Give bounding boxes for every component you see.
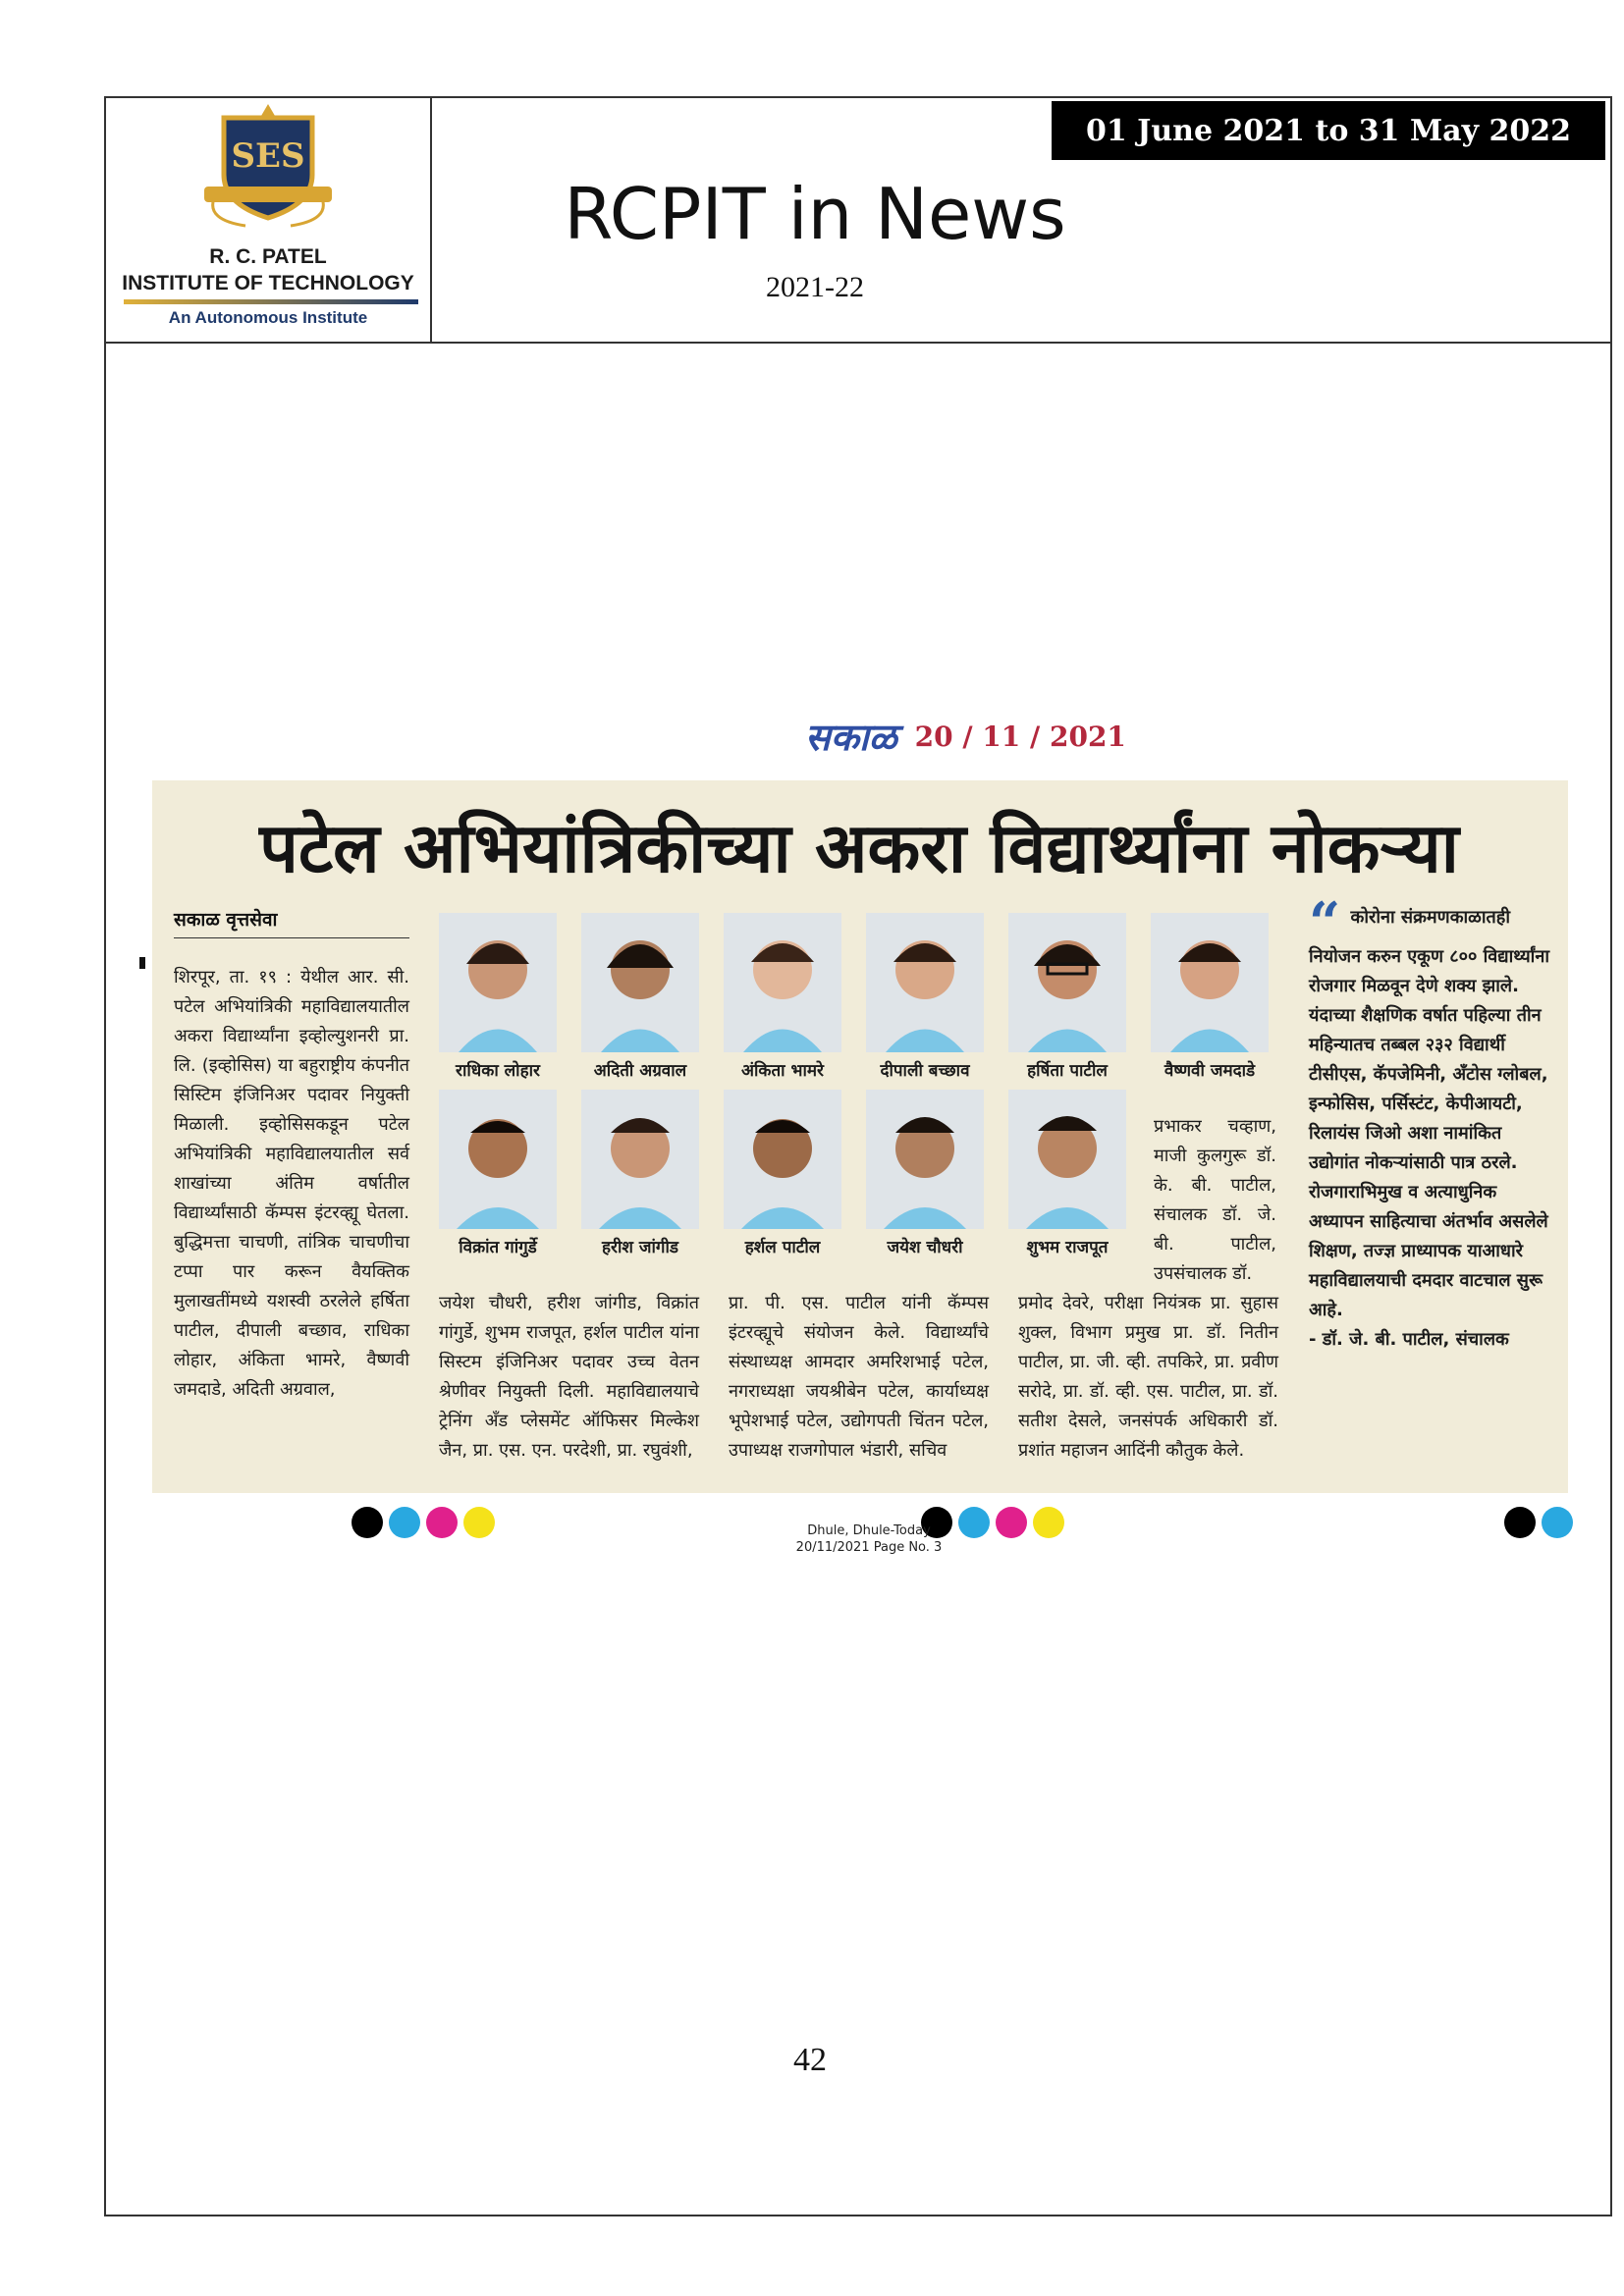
student-photo (866, 1090, 984, 1229)
institute-line1: R. C. PATEL (209, 245, 327, 268)
article-column-1: शिरपूर, ता. १९ : येथील आर. सी. पटेल अभियांत्रिकी महाविद्यालयातील अकरा विद्यार्थ्यांना इव्होल्युशनरी प्रा. लि. (इव्होसिस) या बहुराष्ट्रीय कंपनीत सिस्टिम इंजिनिअर पदावर नियुक्ती मिळाली. इव्होसिसकडून पटेल अभियांत्रिकी महाविद्यालयातील सर्व शाखांच्या अंतिम वर्षातील विद्यार्थ्यांसाठी कॅम्पस इंटरव्ह्यू घेतला. बुद्धिमत्ता चाचणी, तांत्रिक चाचणीचा टप्पा पार करून वैयक्तिक मुलाखतींमध्ये यशस्वी ठरलेले हर्षिता पाटील, दीपाली बच्छाव, राधिका लोहार, अंकिता भामरे, वैष्णवी जमदाडे, अदिती अग्रवाल, (174, 967, 409, 1400)
photo-caption: हर्षिता पाटील (1027, 1061, 1108, 1081)
student-photo (581, 913, 699, 1052)
stray-mark (139, 957, 145, 969)
photo-caption: हर्शल पाटील (744, 1238, 821, 1257)
clipping-byline: सकाळ वृत्तसेवा (174, 909, 278, 931)
yellow-dot-icon (463, 1507, 495, 1538)
cyan-dot-icon (1542, 1507, 1573, 1538)
cyan-dot-icon (389, 1507, 420, 1538)
student-photo (1008, 1090, 1126, 1229)
logo-text: SES (231, 136, 305, 176)
quote-mark-icon: “ (1309, 890, 1341, 955)
director-quote (1309, 890, 1554, 1355)
student-photo (1008, 913, 1126, 1052)
photo-caption: शुभम राजपूत (1026, 1238, 1109, 1257)
page-number: 42 (793, 2042, 827, 2078)
print-color-dots (352, 1507, 495, 1538)
student-photo (1151, 913, 1269, 1052)
byline-rule (174, 937, 409, 938)
black-dot-icon (352, 1507, 383, 1538)
source-line-2: 20/11/2021 Page No. 3 (795, 1540, 943, 1555)
student-photo (866, 913, 984, 1052)
publication-name: सकाळ (805, 716, 897, 759)
clipping-headline: पटेल अभियांत्रिकीच्या अकरा विद्यार्थ्यांना नोकऱ्या (259, 808, 1459, 888)
black-dot-icon (1504, 1507, 1536, 1538)
institute-name (110, 243, 426, 296)
institute-line2: INSTITUTE OF TECHNOLOGY (122, 272, 414, 294)
article-column-4: प्रमोद देवरे, परीक्षा नियंत्रक प्रा. सुहास शुक्ल, विभाग प्रमुख प्रा. डॉ. नितीन पाटील, प्रा. जी. व्ही. तपकिरे, प्रा. प्रवीण सरोदे, प्रा. डॉ. व्ही. एस. पाटील, प्रा. डॉ. सतीश देसले, जनसंपर्क अधिकारी डॉ. प्रशांत महाजन आदिंनी कौतुक केले. (1018, 1293, 1278, 1461)
quote-text: कोरोना संक्रमणकाळातही नियोजन करुन एकूण ८०० विद्यार्थ्यांना रोजगार मिळवून देणे शक्य झाले. यंदाच्या शैक्षणिक वर्षात पहिल्या तीन महिन्यातच तब्बल २३२ विद्यार्थी टीसीएस, कॅपजेमिनी, अँटोस ग्लोबल, इन्फोसिस, पर्सिस्टंट, केपीआयटी, रिलायंस जिओ अशा नामांकित उद्योगांत नोकऱ्यांसाठी पात्र ठरले. रोजगाराभिमुख व अत्याधुनिक अध्यापन साहित्याचा अंतर्भाव असलेले शिक्षण, तज्ज्ञ प्राध्यापक याआधारे महाविद्यालयाची दमदार वाटचाल सुरू आहे. (1309, 907, 1549, 1320)
article-column-5: प्रभाकर चव्हाण, माजी कुलगुरू डॉ. के. बी. पाटील, संचालक डॉ. जे. बी. पाटील, उपसंचालक डॉ. (1154, 1116, 1276, 1284)
institute-subtitle: An Autonomous Institute (168, 308, 368, 327)
source-line-1: Dhule, Dhule-Today (807, 1523, 931, 1538)
student-photo (439, 1090, 557, 1229)
page-title: RCPIT in News (564, 173, 1066, 255)
photo-caption: हरीश जांगीड (602, 1238, 678, 1257)
student-photo (724, 1090, 841, 1229)
date-range-banner: 01 June 2021 to 31 May 2022 (1052, 101, 1605, 160)
clipping-masthead (805, 716, 1126, 759)
news-clipping (152, 780, 1568, 1493)
institute-rule (124, 299, 418, 304)
article-column-3: प्रा. पी. एस. पाटील यांनी कॅम्पस इंटरव्ह्यूचे संयोजन केले. विद्यार्थ्यांचे संस्थाध्यक्ष आमदार अमरिशभाई पटेल, नगराध्यक्षा जयश्रीबेन पटेल, कार्याध्यक्ष भूपेशभाई पटेल, उद्योगपती चिंतन पटेल, उपाध्यक्ष राजगोपाल भंडारी, सचिव (729, 1293, 989, 1461)
logo-crown-icon (261, 104, 275, 116)
photo-caption: राधिका लोहार (456, 1061, 540, 1081)
magenta-dot-icon (426, 1507, 458, 1538)
academic-year: 2021-22 (766, 271, 864, 303)
photo-caption: अंकिता भामरे (741, 1061, 824, 1081)
print-color-dots (1504, 1507, 1573, 1538)
logo-ribbon (204, 187, 332, 202)
student-photo (724, 913, 841, 1052)
quote-author: - डॉ. जे. बी. पाटील, संचालक (1309, 1329, 1509, 1350)
photo-caption: विक्रांत गांगुर्डे (459, 1238, 537, 1257)
photo-caption: अदिती अग्रवाल (593, 1061, 687, 1081)
photo-caption: जयेश चौधरी (887, 1238, 963, 1257)
clipping-source-note (687, 1522, 1051, 1556)
photo-caption: वैष्णवी जमदाडे (1164, 1061, 1256, 1081)
student-photo (581, 1090, 699, 1229)
publication-date: 20 / 11 / 2021 (914, 720, 1126, 753)
ses-logo (196, 102, 340, 232)
article-column-2: जयेश चौधरी, हरीश जांगीड, विक्रांत गांगुर्डे, शुभम राजपूत, हर्शल पाटील यांना सिस्टम इंजिनिअर पदावर उच्च वेतन श्रेणीवर नियुक्ती दिली. महाविद्यालयाचे ट्रेनिंग अँड प्लेसमेंट ऑफिसर मिल्केश जैन, प्रा. एस. एन. परदेशी, प्रा. रघुवंशी, (439, 1293, 699, 1461)
photo-caption: दीपाली बच्छाव (880, 1061, 970, 1081)
student-photo (439, 913, 557, 1052)
